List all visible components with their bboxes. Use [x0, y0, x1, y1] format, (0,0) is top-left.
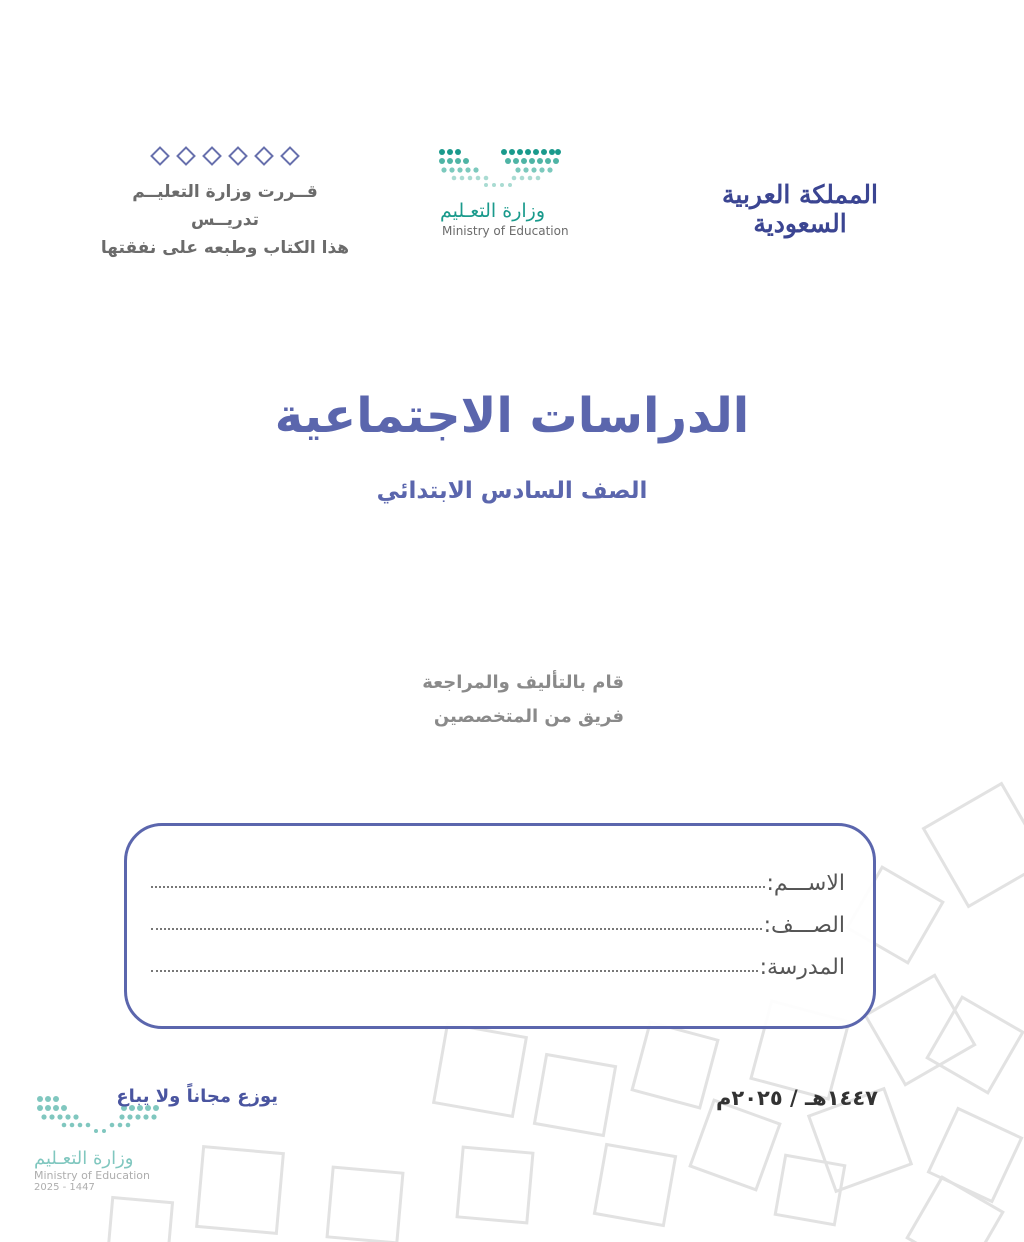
approval-block — [100, 146, 350, 262]
grade-field[interactable] — [151, 908, 845, 938]
diamond-icon — [176, 146, 196, 166]
grade-label: الصـــف: — [763, 913, 845, 938]
diamond-icon — [202, 146, 222, 166]
ministry-name-en-footer: Ministry of Education — [34, 1169, 151, 1182]
edition-year: ١٤٤٧هـ / ٢٠٢٥م — [716, 1086, 878, 1110]
approval-line-2: هذا الكتاب وطبعه على نفقتها — [100, 238, 350, 258]
authors-block — [380, 666, 624, 734]
ministry-name-ar: وزارة التعـليم — [440, 200, 546, 222]
approval-line-1: قــررت وزارة التعليــم تدريــس — [132, 182, 318, 230]
ministry-name-ar-footer: وزارة التعـليم — [34, 1148, 134, 1169]
diamond-icon — [280, 146, 300, 166]
name-line[interactable] — [151, 886, 765, 888]
ministry-dots-icon — [438, 148, 562, 192]
diamond-row — [100, 146, 350, 166]
book-title: الدراسات الاجتماعية — [274, 388, 750, 444]
student-info-box — [124, 823, 876, 1029]
name-label: الاســـم: — [766, 871, 845, 896]
authors-line-2: فريق من المتخصصين — [433, 706, 624, 727]
authors-line-1: قام بالتأليف والمراجعة — [422, 672, 624, 693]
school-line[interactable] — [151, 970, 758, 972]
ministry-logo-footer — [34, 1094, 184, 1193]
school-field[interactable] — [151, 950, 845, 980]
free-distribution-notice: يوزع مجاناً ولا يباع — [116, 1086, 278, 1107]
book-subtitle: الصف السادس الابتدائي — [376, 478, 648, 504]
school-label: المدرسة: — [759, 955, 845, 980]
ministry-years-footer: 2025 - 1447 — [34, 1182, 95, 1193]
grade-line[interactable] — [151, 928, 762, 930]
diamond-icon — [150, 146, 170, 166]
diamond-icon — [254, 146, 274, 166]
kingdom-name-logo: المملكة العربية السعودية — [722, 180, 878, 238]
ministry-logo — [438, 148, 628, 238]
diamond-icon — [228, 146, 248, 166]
ministry-name-en: Ministry of Education — [442, 224, 569, 238]
name-field[interactable] — [151, 866, 845, 896]
